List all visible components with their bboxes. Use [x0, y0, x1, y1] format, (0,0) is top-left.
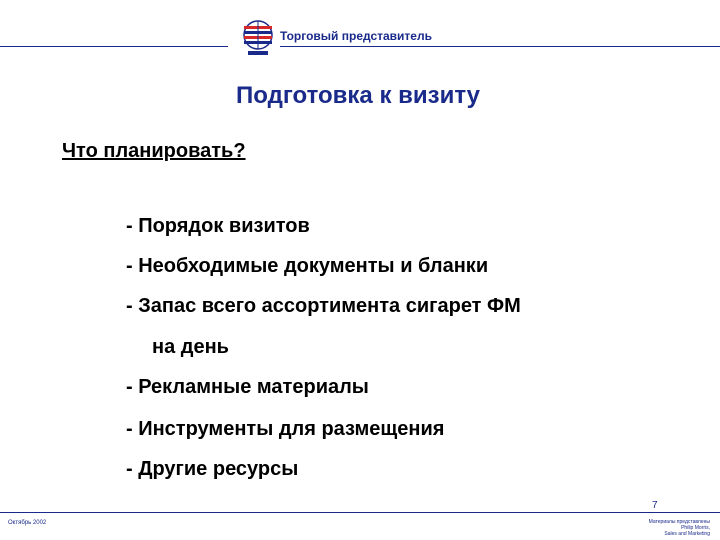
section-question: Что планировать?	[62, 140, 246, 162]
bullet-item: - Другие ресурсы	[126, 458, 299, 480]
page-number: 7	[652, 500, 658, 511]
slide-title: Подготовка к визиту	[236, 82, 481, 109]
footer-credit-line: Материалы представлены	[648, 519, 710, 525]
footer-date: Октябрь 2002	[8, 520, 47, 526]
bullet-item: - Необходимые документы и бланки	[126, 255, 489, 277]
bullet-item: - Рекламные материалы	[126, 376, 369, 398]
header-title: Торговый представитель	[280, 29, 432, 43]
footer-credits	[630, 519, 710, 537]
header-rule-right	[280, 46, 720, 47]
footer-credit-line: Philip Morris,	[681, 525, 710, 531]
header-rule-left	[0, 46, 228, 47]
bullet-item-continuation: на день	[152, 336, 229, 358]
bullet-item: - Инструменты для размещения	[126, 418, 445, 440]
bullet-item: - Запас всего ассортимента сигарет ФМ	[126, 295, 521, 317]
company-logo-icon	[238, 19, 278, 57]
footer-credit-line: Sales and Marketing	[664, 531, 710, 537]
bullet-item: - Порядок визитов	[126, 215, 310, 237]
footer-rule	[0, 512, 720, 513]
